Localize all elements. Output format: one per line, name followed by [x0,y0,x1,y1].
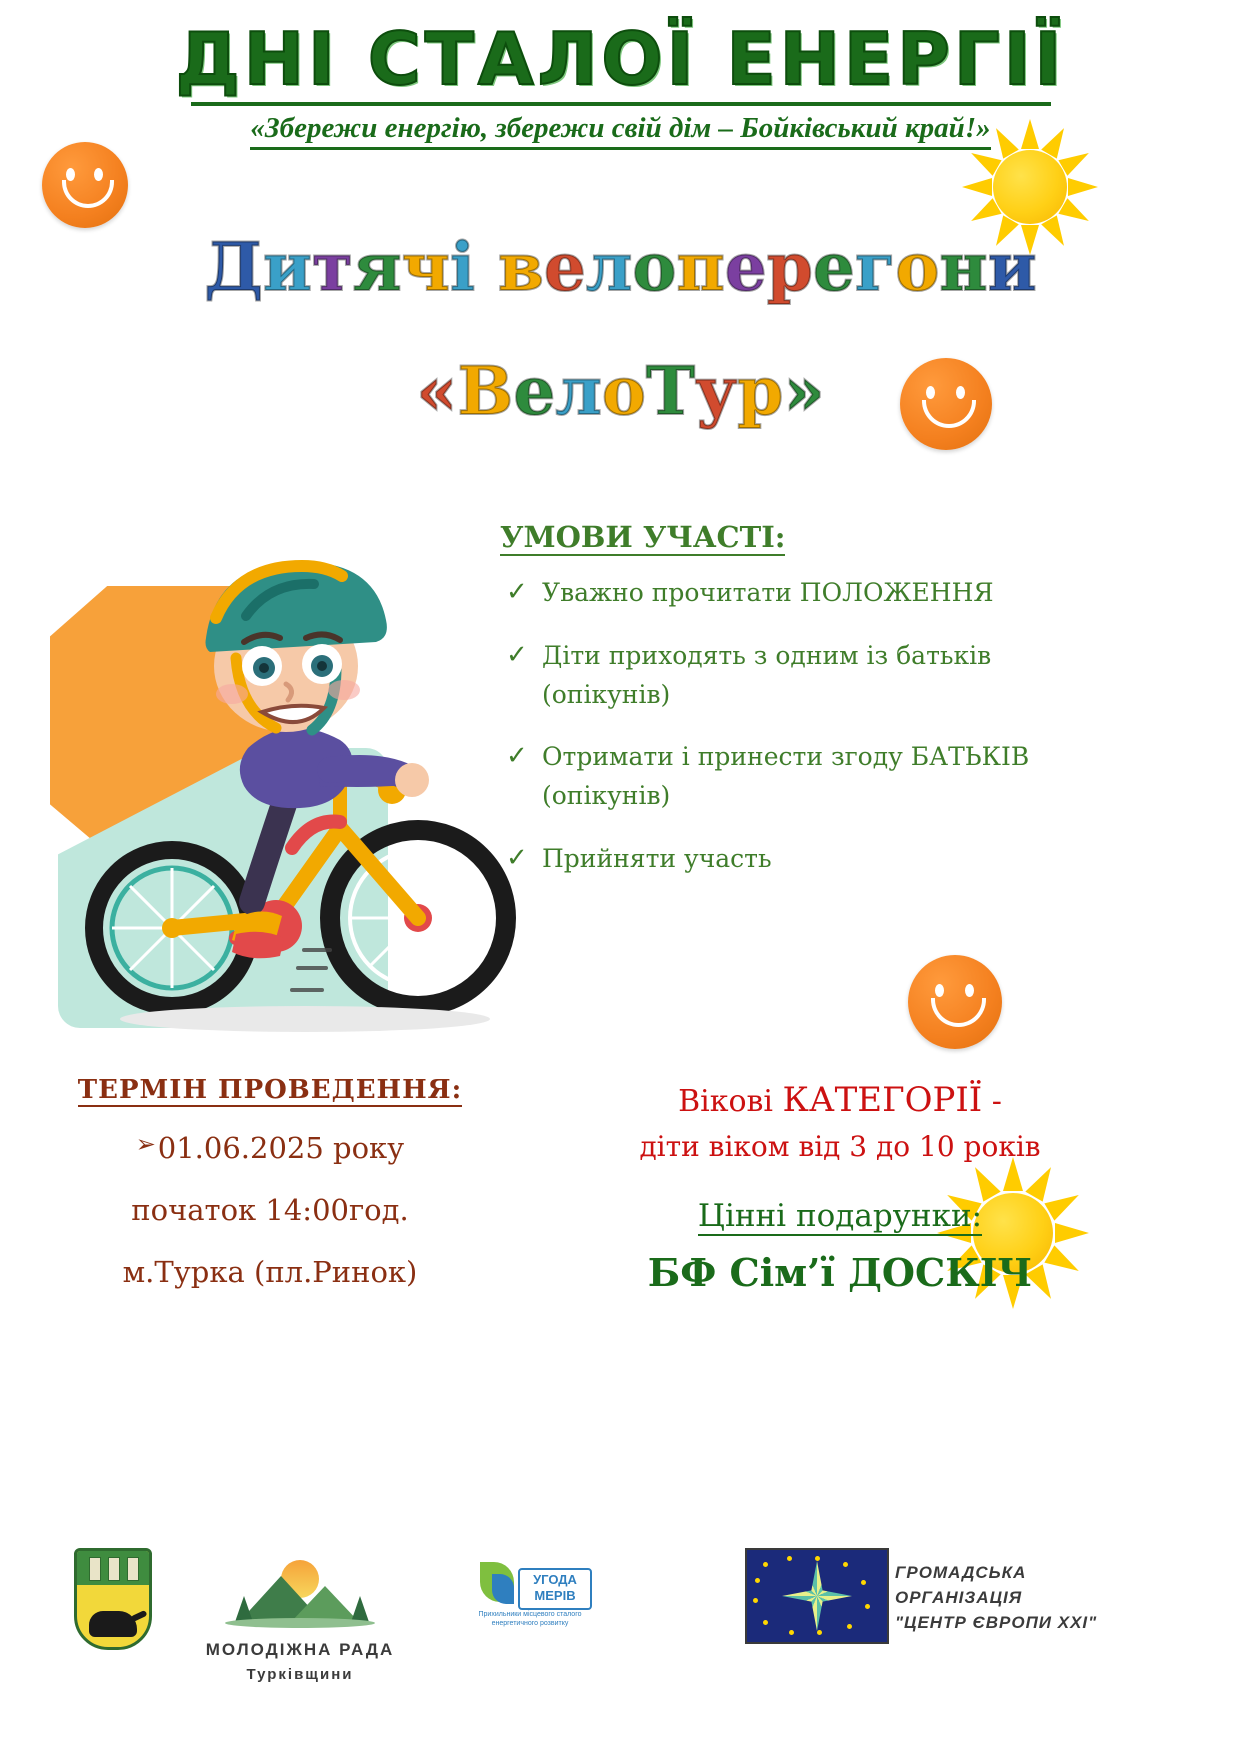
headline-letter: о [895,228,940,306]
smiley-icon-middle-right [900,358,992,450]
check-icon: ✓ [506,639,528,670]
covenant-of-mayors-icon [470,1558,590,1628]
headline-letter: п [676,228,725,306]
categories-block [560,1075,1120,1295]
footer-logos [0,1540,1241,1730]
logo-coat-of-arms [58,1548,168,1650]
logo-covenant-of-mayors [440,1558,620,1628]
europe-center-text-1: ГРОМАДСЬКА [895,1563,1027,1582]
boy-on-bike-image [40,498,550,1058]
list-item [500,574,1100,613]
page-title: ДНІ СТАЛОЇ ЕНЕРГІЇ [175,17,1066,101]
categories-prefix: Вікові [678,1084,783,1119]
headline-letter: н [939,228,988,306]
headline-letter: т [311,228,353,306]
headline-letter: г [854,228,896,306]
title-divider [191,102,1051,106]
check-icon: ✓ [506,577,528,607]
europe-center-icon [745,1548,889,1644]
cyclist-illustration [40,498,550,1058]
smiley-icon-top-left [42,142,128,228]
list-item-label: Прийняти участь [542,843,772,873]
list-item [500,840,1100,879]
list-item-label: Уважно прочитати ПОЛОЖЕННЯ [542,578,994,607]
sun-ray [1068,178,1098,196]
headline-letter: р [766,228,813,306]
sun-ray [1021,225,1039,255]
event-date [136,1127,404,1169]
categories-heading [560,1075,1120,1126]
categories-suffix: - [982,1084,1002,1119]
headline-letter: ч [401,228,450,306]
dates-title: ТЕРМІН ПРОВЕДЕННЯ: [77,1075,463,1105]
headline-letter: Т [645,352,696,430]
youth-council-caption-2: Турківщини [246,1666,354,1683]
headline-velotour [0,352,1241,430]
europe-center-text-3: "ЦЕНТР ЄВРОПИ ХХІ" [895,1613,1098,1632]
sun-icon-top [955,112,1105,262]
covenant-title-2: МЕРІВ [534,1588,576,1603]
headline-letter: и [987,228,1037,306]
europe-center-text [895,1560,1125,1635]
headline-letter [475,228,498,306]
list-item-label: Отримати і принести згоду БАТЬКІВ (опікунів) [542,742,1030,810]
dates-block [60,1075,480,1293]
headline-letter: е [724,228,767,306]
headline-letter: и [263,228,312,306]
smiley-icon-bottom-right [908,955,1002,1049]
covenant-title-1: УГОДА [533,1572,577,1587]
youth-council-caption-1: МОЛОДІЖНА РАДА [205,1640,395,1659]
categories-keyword: КАТЕГОРІЇ [782,1080,983,1120]
headline-letter: і [449,228,476,306]
event-place: м.Турка (пл.Ринок) [122,1255,418,1290]
headline-letter: Д [204,228,264,306]
sun-ray [962,178,992,196]
headline-letter: » [783,352,825,430]
logo-youth-council [190,1548,410,1683]
headline-letter: е [543,228,586,306]
event-time: початок 14:00год. [131,1193,409,1228]
headline-letter: в [498,228,544,306]
list-item [500,738,1100,816]
event-date-label: 01.06.2025 року [157,1131,405,1165]
poster-subtitle: «Збережи енергію, збережи свій дім – Бойківський край!» [250,112,990,150]
illustration-shadow [120,1006,490,1032]
headline-letter: о [632,228,677,306]
check-icon: ✓ [506,842,528,873]
headline-letter: я [352,228,402,306]
headline-letter: В [457,352,514,430]
covenant-subtitle: Прихильники місцевого сталого енергетичного розвитку [478,1611,582,1627]
sun-ray [1058,198,1093,229]
arrow-icon: ➢ [135,1130,156,1158]
sun-ray [1041,215,1072,250]
conditions-list [500,574,1100,879]
gifts-sponsor: БФ Сім’ї ДОСКІЧ [647,1250,1033,1295]
headline-letter: о [601,352,646,430]
conditions-block [500,520,1100,903]
gifts-label: Цінні подарунки: [697,1198,983,1234]
list-item-label: Діти приходять з одним із батьків (опікунів) [542,640,992,709]
headline-letter: е [513,352,556,430]
headline-letter: е [812,228,855,306]
conditions-title: УМОВИ УЧАСТІ: [500,520,786,554]
youth-council-icon [225,1548,375,1634]
headline-letter: р [737,352,784,430]
headline-letter: « [416,352,458,430]
headline-letter: л [585,228,633,306]
headline-letter: л [555,352,602,430]
check-icon: ✓ [506,741,528,772]
sun-ray [1021,119,1039,149]
coat-of-arms-icon [74,1548,152,1650]
logo-europe-center [745,1548,1165,1644]
headline-letter: у [695,352,738,430]
categories-age-range: діти віком від 3 до 10 років [639,1130,1041,1163]
list-item [500,637,1100,715]
europe-center-text-2: ОРГАНІЗАЦІЯ [895,1588,1023,1607]
